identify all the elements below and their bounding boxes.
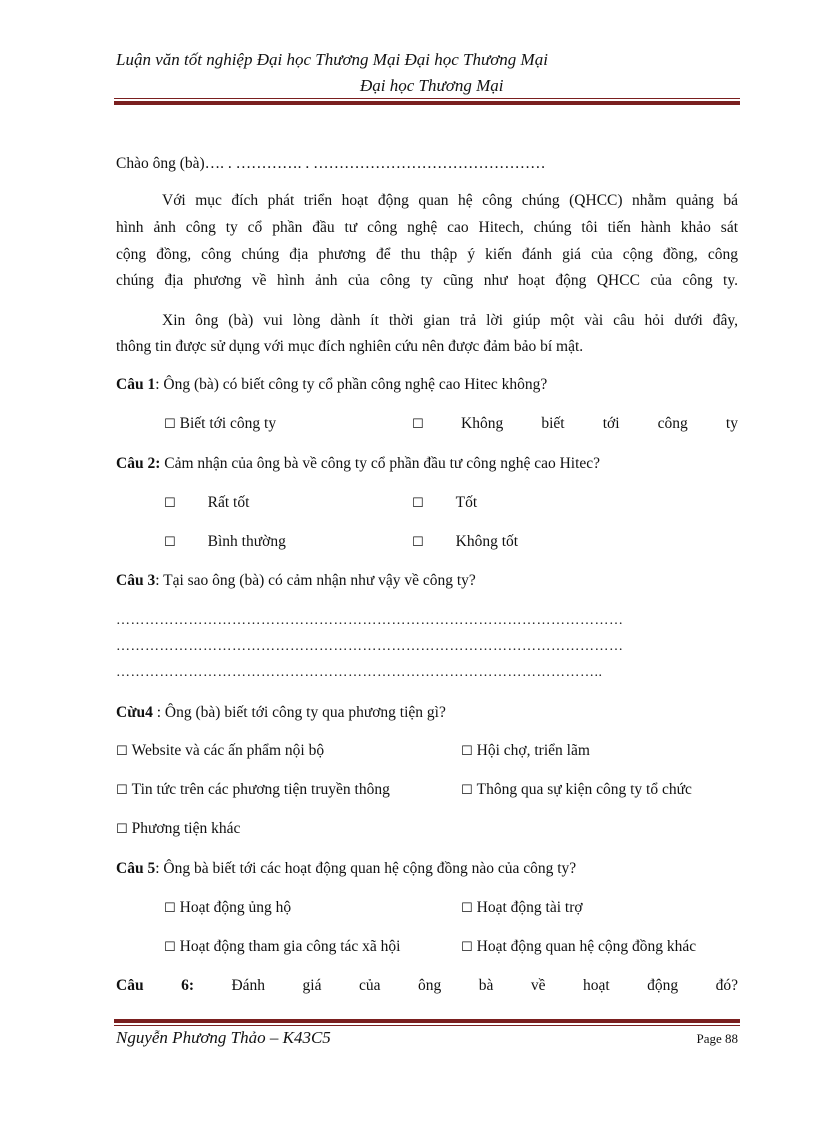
q5-option-social-work[interactable]: [164, 937, 400, 958]
question-6-word: đó?: [715, 977, 738, 994]
question-5-text: : Ông bà biết tới các hoạt động quan hệ cộng đồng nào của công ty?: [155, 860, 577, 877]
q5-option-sponsor[interactable]: [461, 898, 583, 919]
checkbox-icon[interactable]: ☐: [116, 744, 128, 759]
question-6-word: về: [530, 977, 546, 994]
checkbox-icon[interactable]: ☐: [116, 822, 128, 837]
greeting-line: Chào ông (bà)…. . …………. . ………………………………………: [116, 155, 546, 172]
answer-dotted-line-1[interactable]: ……………………………………………………………………………………………: [116, 613, 624, 628]
q1-option-not-know-label: [461, 414, 738, 434]
q1-option-not-know-box[interactable]: [412, 414, 428, 435]
intro-p1-line-4-text: chúng địa phương về hình ảnh của công ty cũng như hoạt động QHCC của công ty.: [116, 272, 738, 289]
question-3: [116, 571, 476, 591]
checkbox-icon[interactable]: ☐: [164, 496, 176, 511]
checkbox-icon[interactable]: ☐: [412, 535, 424, 550]
checkbox-icon[interactable]: ☐: [164, 417, 176, 432]
q4-option-fair-label: Hội chợ, triển lãm: [476, 742, 590, 759]
q4-option-event[interactable]: [461, 780, 692, 801]
q4-option-other[interactable]: [116, 819, 240, 840]
checkbox-icon[interactable]: ☐: [461, 901, 473, 916]
question-3-text: : Tại sao ông (bà) có cảm nhận như vậy về công ty?: [155, 572, 476, 589]
header-title-line2: Đại học Thương Mại: [360, 76, 504, 95]
question-3-label: Câu 3: [116, 572, 156, 589]
intro-p1-line-4: [116, 271, 738, 291]
question-2: [116, 454, 600, 474]
q5-option-sponsor-label: Hoạt động tài trợ: [476, 899, 583, 916]
q4-option-fair[interactable]: [461, 741, 590, 762]
q2-option-not-good[interactable]: [412, 532, 518, 553]
question-6: [116, 976, 738, 996]
question-6-word: ông: [417, 977, 442, 994]
question-5: [116, 859, 576, 879]
footer-author: Nguyễn Phương Thảo – K43C5: [116, 1028, 331, 1047]
q4-option-website-label: Website và các ấn phẩm nội bộ: [131, 742, 325, 759]
intro-p1-line-1: Với mục đích phát triển hoạt động quan hệ công chúng (QHCC) nhằm quảng bá: [162, 192, 738, 209]
checkbox-icon[interactable]: ☐: [461, 744, 473, 759]
footer-rule-thick: [114, 1019, 740, 1023]
checkbox-icon[interactable]: ☐: [164, 901, 176, 916]
q2-option-good[interactable]: [412, 493, 477, 514]
intro-p1-line-3: cộng đồng, công chúng địa phương để thu thập ý kiến đánh giá của cộng đồng, công: [116, 246, 738, 263]
question-6-word: bà: [478, 977, 494, 994]
question-1-label: Câu 1: [116, 376, 156, 393]
question-1-text: : Ông (bà) có biết công ty cổ phần công nghệ cao Hitec không?: [155, 376, 548, 393]
question-4-label: Cừu4: [116, 704, 153, 721]
checkbox-icon[interactable]: ☐: [164, 535, 176, 550]
question-6-word: Câu: [116, 977, 144, 994]
q1-option-know[interactable]: [164, 414, 276, 435]
checkbox-icon[interactable]: ☐: [461, 940, 473, 955]
q4-option-other-label: Phương tiện khác: [131, 820, 241, 837]
word: tới: [602, 415, 620, 432]
checkbox-icon[interactable]: ☐: [412, 417, 424, 432]
q5-option-social-work-label: Hoạt động tham gia công tác xã hội: [179, 938, 401, 955]
q4-option-media[interactable]: [116, 780, 390, 801]
q2-option-not-good-label: Không tốt: [455, 533, 519, 550]
word: công: [657, 415, 688, 432]
question-4: [116, 703, 446, 723]
q2-option-normal[interactable]: [164, 532, 286, 553]
answer-dotted-line-3[interactable]: ………………………………………………………………………………………..: [116, 665, 603, 680]
q2-option-normal-label: Bình thường: [207, 533, 286, 550]
header-title-line1: Luận văn tốt nghiệp Đại học Thương Mại Đại học Thương Mại: [116, 50, 548, 69]
question-1: [116, 375, 547, 395]
q5-option-other-pr-label: Hoạt động quan hệ cộng đồng khác: [476, 938, 697, 955]
intro-p1-line-2: hình ảnh công ty cổ phần đầu tư công nghệ cao Hitech, chúng tôi tiến hành khảo sát: [116, 219, 738, 236]
q4-option-website[interactable]: [116, 741, 324, 762]
question-6-word: giá: [302, 977, 322, 994]
question-6-word: hoạt: [582, 977, 610, 994]
q4-option-media-label: Tin tức trên các phương tiện truyền thông: [131, 781, 390, 798]
question-6-word: Đánh: [231, 977, 266, 994]
question-2-text: Cảm nhận của ông bà về công ty cổ phần đầu tư công nghệ cao Hitec?: [160, 455, 601, 472]
q5-option-other-pr[interactable]: [461, 937, 696, 958]
checkbox-icon[interactable]: ☐: [461, 783, 473, 798]
q2-option-very-good-label: Rất tốt: [207, 494, 250, 511]
checkbox-icon[interactable]: ☐: [116, 783, 128, 798]
checkbox-icon[interactable]: ☐: [164, 940, 176, 955]
q1-option-know-label: Biết tới công ty: [179, 415, 277, 432]
question-5-label: Câu 5: [116, 860, 156, 877]
footer-page-number: Page 88: [696, 1031, 738, 1046]
header-rule-thick: [114, 101, 740, 105]
q4-option-event-label: Thông qua sự kiện công ty tổ chức: [476, 781, 692, 798]
question-6-word: động: [647, 977, 679, 994]
answer-dotted-line-2[interactable]: ……………………………………………………………………………………………: [116, 639, 624, 654]
word: biết: [541, 415, 565, 432]
checkbox-icon[interactable]: ☐: [412, 496, 424, 511]
q2-option-very-good[interactable]: [164, 493, 249, 514]
q5-option-support-label: Hoạt động ủng hộ: [179, 899, 292, 916]
q5-option-support[interactable]: [164, 898, 291, 919]
footer-rule-thin: [114, 1025, 740, 1026]
question-6-word: 6:: [181, 977, 194, 994]
question-6-word: của: [358, 977, 381, 994]
question-2-label: Câu 2:: [116, 455, 161, 472]
word: ty: [725, 415, 738, 432]
header-rule-thin: [114, 98, 740, 99]
intro-p2-line-1: Xin ông (bà) vui lòng dành ít thời gian trả lời giúp một vài câu hỏi dưới đây,: [162, 312, 738, 329]
word: Không: [461, 415, 504, 432]
question-4-text: : Ông (bà) biết tới công ty qua phương tiện gì?: [152, 704, 446, 721]
q2-option-good-label: Tốt: [455, 494, 478, 511]
intro-p2-line-2: thông tin được sử dụng với mục đích nghiên cứu nên được đảm bảo bí mật.: [116, 338, 584, 355]
